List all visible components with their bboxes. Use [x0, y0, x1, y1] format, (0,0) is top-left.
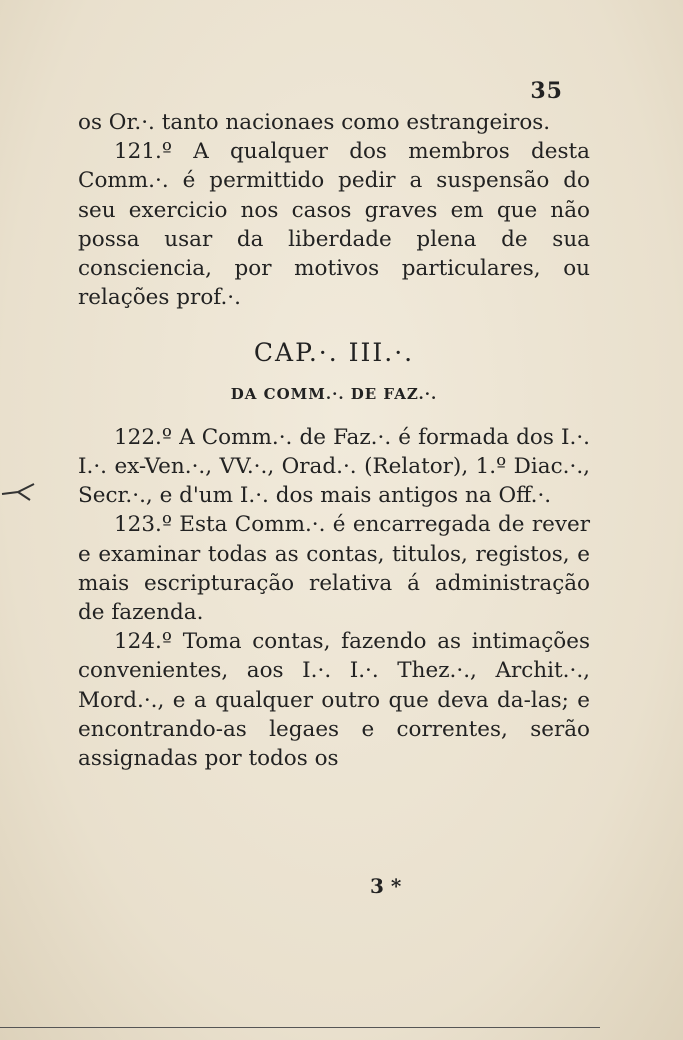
paragraph-continuation: os Or.·. tanto nacionaes como estrangeiros. — [78, 110, 551, 135]
article-122: 122.º A Comm.·. de Faz.·. é formada dos I.·. I.·. ex-Ven.·., VV.·., Orad.·. (Relator), 1.º Diac.·., Secr.·., e d'um I.·. dos mais antigos na Off.·. — [78, 424, 590, 509]
chapter-heading: CAP.·. III.·. — [253, 338, 415, 368]
signature-mark: 3 * — [370, 874, 402, 898]
page-number: 35 — [530, 78, 563, 104]
ink-mark-icon — [0, 480, 38, 504]
article-124: 124.º Toma contas, fazendo as intimações convenientes, aos I.·. I.·. Thez.·., Archit.·., Mord.·., e a qualquer outro que deva da-las; e encontrando-as legaes e correntes, serão assignadas por todos os — [78, 629, 590, 772]
page-body — [78, 108, 590, 773]
article-121: 121.º A qualquer dos membros desta Comm.·. é permittido pedir a suspensão do seu exercicio nos casos graves em que não possa usar da liberdade plena de sua consciencia, por motivos particulares, ou relações prof.·. — [78, 139, 590, 311]
bottom-rule — [0, 1027, 600, 1028]
article-123: 123.º Esta Comm.·. é encarregada de rever e examinar todas as contas, titulos, registos, e mais escripturação relativa á administração de fazenda. — [78, 512, 590, 626]
section-heading: DA COMM.·. DE FAZ.·. — [230, 384, 438, 403]
